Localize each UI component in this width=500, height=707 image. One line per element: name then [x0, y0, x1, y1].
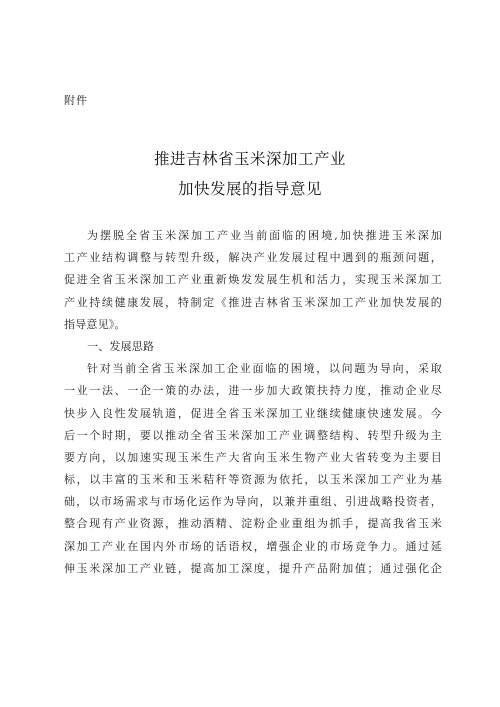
section-heading: 一、发展思路	[87, 339, 155, 353]
paragraph-2-line-6: 标，以丰富的玉米和玉米秸秆等资源为依托，以玉米深加工产业为基	[64, 473, 442, 487]
paragraph-2-line-9: 深加工产业在国内外市场的话语权，增强企业的市场竞争力。通过延	[64, 539, 442, 553]
paragraph-2-line-5: 要方向，以加速实现玉米生产大省向玉米生物产业大省转变为主要目	[64, 450, 442, 464]
paragraph-2-line-1: 针对当前全省玉米深加工企业面临的困境，以问题为导向，采取	[87, 362, 442, 376]
paragraph-1-line-4: 产业持续健康发展，特制定《推进吉林省玉米深加工产业加快发展的	[64, 295, 442, 309]
paragraph-1-line-2: 工产业结构调整与转型升级，解决产业发展过程中遇到的瓶颈问题，	[64, 251, 442, 265]
paragraph-1-line-1: 为摆脱全省玉米深加工产业当前面临的困境,加快推进玉米深加	[87, 229, 442, 242]
attachment-label: 附件	[64, 94, 88, 107]
document-title-line-1: 推进吉林省玉米深加工产业	[153, 150, 346, 168]
paragraph-1-line-5: 指导意见》。	[64, 317, 126, 331]
paragraph-2-line-4: 后一个时期，要以推动全省玉米深加工产业调整结构、转型升级为主	[64, 428, 442, 442]
document-body	[64, 225, 442, 580]
paragraph-2-line-3: 快步入良性发展轨道，促进全省玉米深加工业继续健康快速发展。今	[64, 406, 442, 420]
paragraph-2-line-2: 一业一法、一企一策的办法，进一步加大政策扶持力度，推动企业尽	[64, 384, 442, 398]
paragraph-2-line-8: 整合现有产业资源，推动酒精、淀粉企业重组为抓手，提高我省玉米	[64, 517, 442, 531]
paragraph-1-line-3: 促进全省玉米深加工产业重新焕发发展生机和活力，实现玉米深加工	[64, 273, 442, 287]
paragraph-2-line-7: 础，以市场需求与市场化运作为导向，以兼并重组、引进战略投资者，	[64, 495, 442, 509]
paragraph-2-line-10: 伸玉米深加工产业链，提高加工深度，提升产品附加值；通过强化企	[64, 561, 442, 575]
document-title-line-2: 加快发展的指导意见	[177, 180, 322, 198]
